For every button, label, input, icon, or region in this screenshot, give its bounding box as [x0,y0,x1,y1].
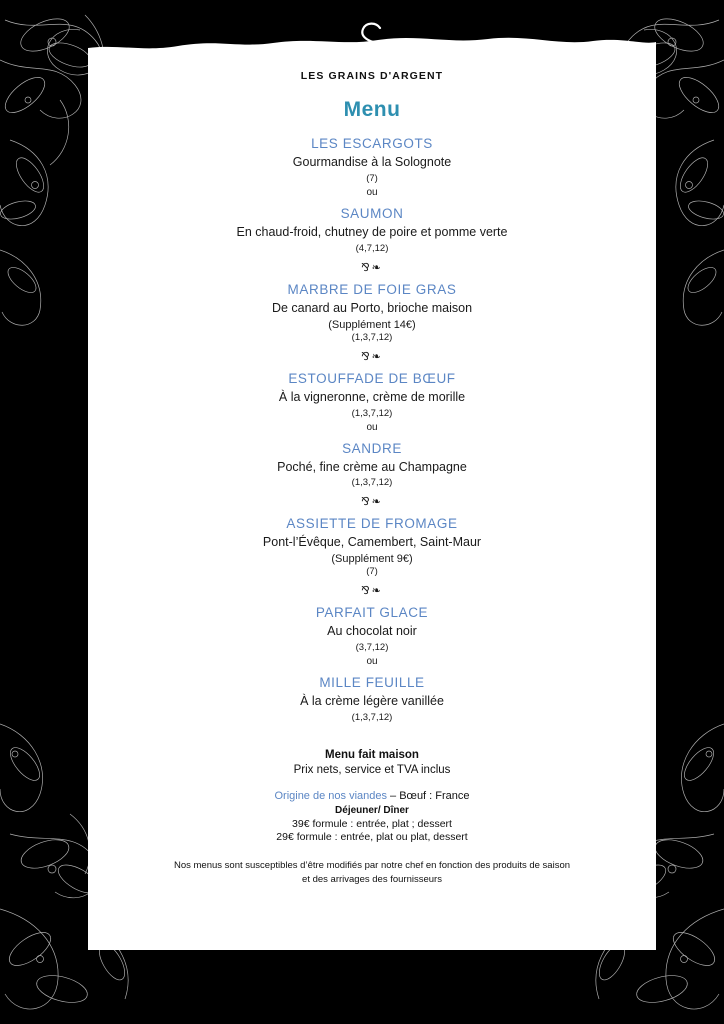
course-allergens: (1,3,7,12) [351,407,393,419]
menu-section [122,675,622,723]
disclaimer [122,859,622,887]
house-made-note: Menu fait maison [325,749,419,761]
meat-origin-value: – Bœuf : France [390,790,470,802]
price-line: 29€ formule : entrée, plat ou plat, dessert [276,831,468,843]
menu-section [122,206,622,254]
course-allergens: (1,3,7,12) [351,712,393,723]
menu-content [88,98,656,887]
price-line: 39€ formule : entrée, plat ; dessert [292,818,452,830]
course-allergens: (7) [366,172,378,184]
menu-card [88,58,656,950]
course-allergens: (4,7,12) [355,242,389,254]
script-g-monogram-icon [352,18,392,66]
menu-section [122,371,622,419]
course-description: Poché, fine crème au Champagne [277,459,467,474]
meat-origin-label: Origine de nos viandes [274,790,387,802]
course-description: Au chocolat noir [327,624,417,639]
course-name: MILLE FEUILLE [319,675,425,691]
course-allergens: (1,3,7,12) [351,331,393,343]
prices-note: Prix nets, service et TVA inclus [293,764,451,776]
course-name: ESTOUFFADE DE BŒUF [288,370,456,386]
menu-section [122,136,622,184]
course-description: À la crème légère vanillée [300,694,444,709]
course-name: LES ESCARGOTS [311,136,433,151]
menu-section [122,441,622,489]
course-name: ASSIETTE DE FROMAGE [286,516,458,532]
course-allergens: (1,3,7,12) [351,477,393,489]
page-title: Menu [343,98,401,121]
disclaimer-line: Nos menus sont susceptibles d’être modifiés par notre chef en fonction des produits de saison [173,860,571,871]
course-name: PARFAIT GLACE [315,605,429,621]
or-separator: ou [366,421,378,433]
menu-footer [122,749,622,887]
brand-name: LES GRAINS D'ARGENT [300,70,444,82]
course-description: Pont-l’Évêque, Camembert, Saint-Maur [262,535,482,550]
course-name: SANDRE [342,440,402,456]
ornament-divider: ⅋❧ [361,585,383,598]
ornament-divider: ⅋❧ [361,261,383,274]
or-separator: ou [366,656,378,668]
course-supplement: (Supplément 9€) [331,553,413,566]
course-description: À la vigneronne, crème de morille [278,389,466,404]
course-name: SAUMON [340,205,404,221]
brand-header [88,18,656,82]
course-allergens: (3,7,12) [355,642,389,654]
service-label: Déjeuner/ Dîner [335,805,409,816]
course-name: MARBRE DE FOIE GRAS [287,281,457,297]
ornament-divider: ⅋❧ [361,496,383,509]
menu-section [122,516,622,577]
course-description: De canard au Porto, brioche maison [271,300,473,315]
meat-origin-line [122,790,622,802]
disclaimer-line: et des arrivages des fournisseurs [302,873,442,885]
or-separator: ou [366,186,378,198]
ornament-divider: ⅋❧ [361,350,383,363]
course-description: En chaud-froid, chutney de poire et pomme verte [236,224,508,239]
course-allergens: (7) [366,566,378,578]
course-supplement: (Supplément 14€) [328,318,416,331]
menu-section [122,605,622,653]
course-description: Gourmandise à la Solognote [292,155,452,169]
menu-section [122,282,622,343]
